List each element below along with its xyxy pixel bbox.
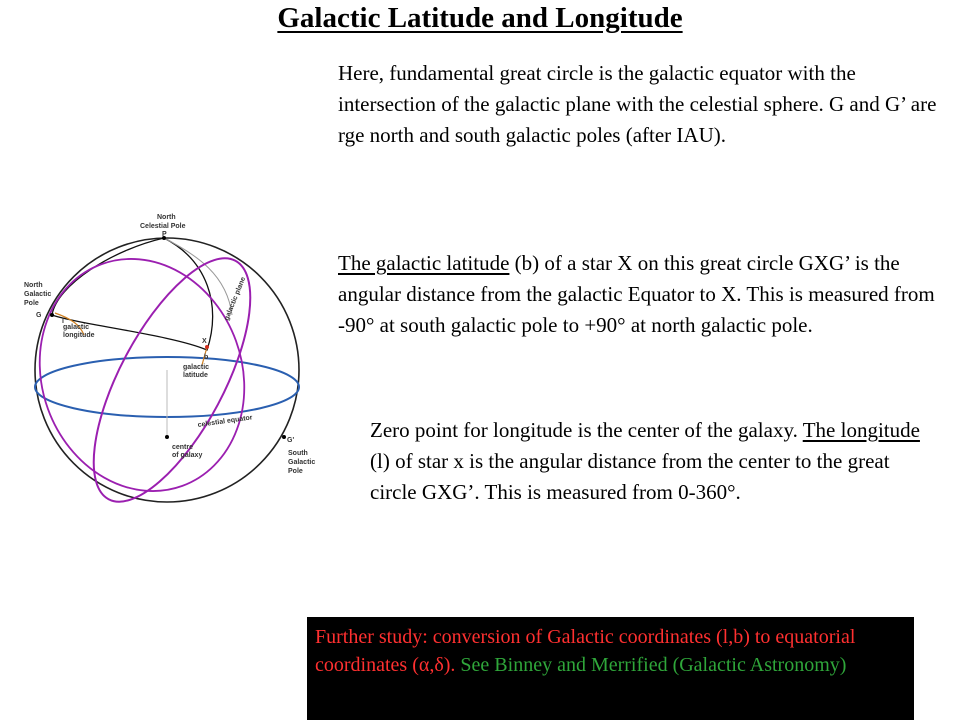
further-study-green-text: See Binney and Merrified (Galactic Astronomy) (455, 654, 847, 676)
celestial-sphere-diagram (22, 205, 316, 515)
latitude-paragraph (338, 248, 948, 341)
page-title: Galactic Latitude and Longitude (277, 2, 683, 34)
label-celestial-equator: celestial equator (197, 414, 253, 429)
longitude-paragraph (370, 415, 930, 508)
label-g: G (36, 312, 42, 319)
label-galactic-latitude-2: latitude (183, 372, 208, 379)
longitude-intro: Zero point for longitude is the center of the galaxy. (370, 418, 803, 442)
label-centre-of-galaxy-1: centre (172, 444, 194, 451)
intro-paragraph: Here, fundamental great circle is the galactic equator with the intersection of the galactic plane with the celestial sphere. G and G’ are rge north and south galactic poles (after IAU). (338, 61, 937, 147)
label-p: P (162, 231, 167, 238)
further-study-red-text: Further study: conversion of Galactic coordinates (l,b) to equatorial coordinates (α,δ). (315, 626, 856, 676)
label-g-prime: G' (287, 437, 295, 444)
point-galaxy-centre (165, 435, 169, 439)
label-l: l (62, 318, 64, 325)
label-north-celestial-pole-1: North (157, 214, 176, 221)
label-b: b (204, 354, 209, 361)
latitude-description: (b) of a star X on this great circle GXG’ is the angular distance from the galactic Equator to X. This is measured from -90° at south galactic pole to +90° at north galactic pole. (338, 251, 935, 337)
label-galactic-longitude-1: galactic (63, 324, 90, 331)
galactic-plane-circle (63, 236, 282, 523)
label-galactic-plane: galactic plane (223, 276, 248, 322)
label-x: X (202, 338, 207, 345)
point-g (50, 313, 54, 317)
label-north-galactic-pole-3: Pole (24, 300, 39, 307)
further-study-box (307, 617, 914, 720)
label-galactic-latitude-1: galactic (183, 364, 210, 371)
label-south-galactic-pole-1: South (288, 450, 308, 457)
label-north-galactic-pole-2: Galactic (24, 291, 52, 298)
label-galactic-longitude-2: longitude (63, 332, 95, 339)
point-g-prime (282, 435, 286, 439)
label-north-celestial-pole-2: Celestial Pole (140, 223, 186, 230)
point-x (205, 345, 209, 349)
longitude-description: (l) of star x is the angular distance from the center to the great circle GXG’. This is measured from 0-360°. (370, 449, 890, 504)
longitude-term: The longitude (802, 418, 920, 442)
label-north-galactic-pole-1: North (24, 282, 43, 289)
label-centre-of-galaxy-2: of galaxy (172, 452, 203, 459)
label-south-galactic-pole-3: Pole (288, 468, 303, 475)
label-south-galactic-pole-2: Galactic (288, 459, 316, 466)
latitude-term: The galactic latitude (338, 251, 510, 275)
